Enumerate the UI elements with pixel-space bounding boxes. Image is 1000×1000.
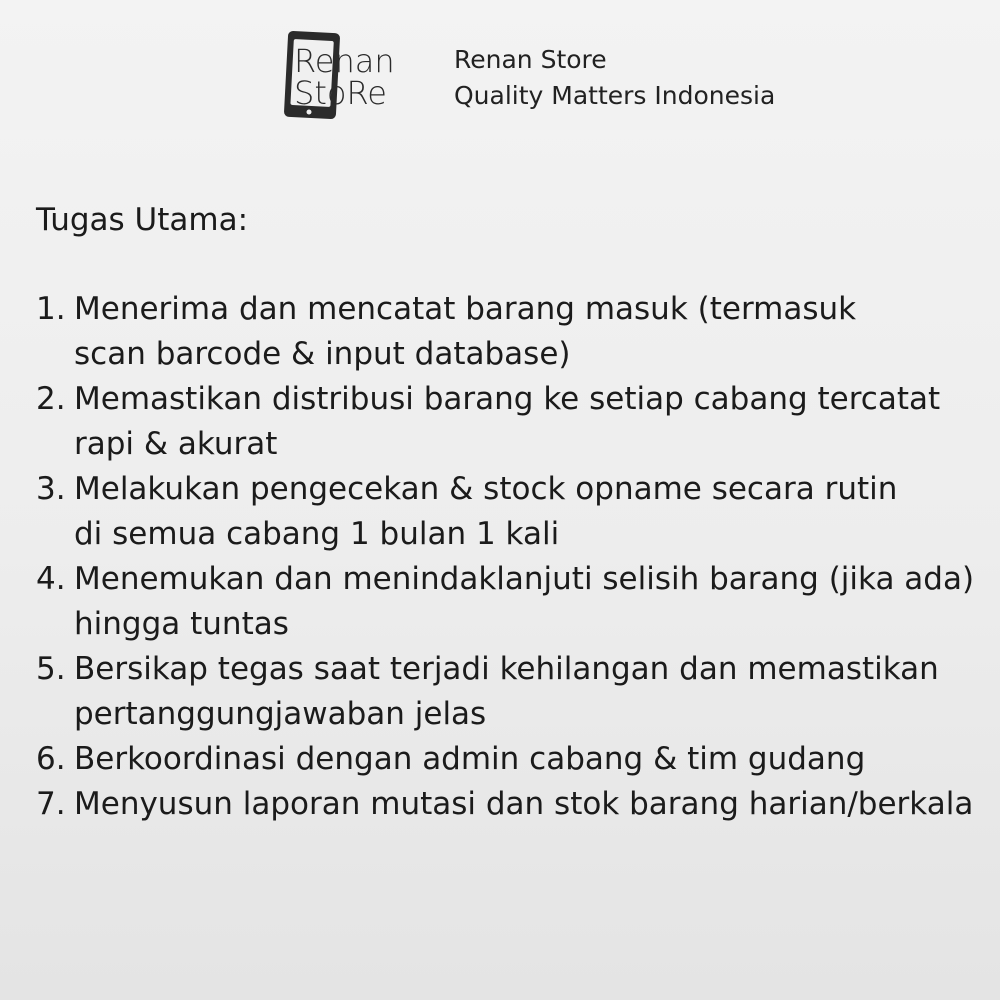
duty-number: 4.	[36, 561, 66, 597]
duty-item	[36, 287, 986, 377]
duty-item	[36, 557, 986, 647]
duty-number: 3.	[36, 471, 66, 507]
renan-store-logo	[282, 28, 427, 124]
duty-list	[36, 287, 986, 827]
duty-text-line: Menemukan dan menindaklanjuti selisih barang (jika ada)	[74, 561, 975, 597]
duty-number: 2.	[36, 381, 66, 417]
duty-text-line: di semua cabang 1 bulan 1 kali	[74, 516, 560, 552]
duty-text	[74, 467, 986, 557]
duty-number: 1.	[36, 291, 66, 327]
main-content	[36, 198, 986, 827]
brand-tagline: Quality Matters Indonesia	[454, 81, 776, 110]
duty-number: 5.	[36, 651, 66, 687]
duty-text	[74, 377, 986, 467]
header	[282, 28, 842, 128]
duty-item	[36, 377, 986, 467]
brand-name: Renan Store	[454, 45, 607, 74]
duty-text-line: pertanggungjawaban jelas	[74, 696, 487, 732]
duty-item	[36, 782, 986, 827]
duty-text-line: Memastikan distribusi barang ke setiap cabang tercatat	[74, 381, 941, 417]
duty-text	[74, 287, 986, 377]
duty-text	[74, 647, 986, 737]
logo-word-2: StoRe	[294, 74, 387, 112]
duty-text-line: rapi & akurat	[74, 426, 278, 462]
duty-item	[36, 647, 986, 737]
duty-text-line: hingga tuntas	[74, 606, 289, 642]
duty-text-line: Menerima dan mencatat barang masuk (termasuk	[74, 291, 857, 327]
duty-text-line: Bersikap tegas saat terjadi kehilangan dan memastikan	[74, 651, 939, 687]
duty-text	[74, 782, 986, 827]
duty-text-line: Menyusun laporan mutasi dan stok barang harian/berkala	[74, 786, 974, 822]
duty-text	[74, 557, 986, 647]
duty-item	[36, 737, 986, 782]
duty-text-line: Melakukan pengecekan & stock opname secara rutin	[74, 471, 898, 507]
logo-word-1: Renan	[294, 42, 395, 80]
duty-text-line: Berkoordinasi dengan admin cabang & tim gudang	[74, 741, 866, 777]
brand-block	[454, 42, 775, 114]
duty-number: 6.	[36, 741, 66, 777]
duty-number: 7.	[36, 786, 66, 822]
duty-item	[36, 467, 986, 557]
duty-text	[74, 737, 986, 782]
section-heading: Tugas Utama:	[36, 202, 249, 238]
duty-text-line: scan barcode & input database)	[74, 336, 571, 372]
